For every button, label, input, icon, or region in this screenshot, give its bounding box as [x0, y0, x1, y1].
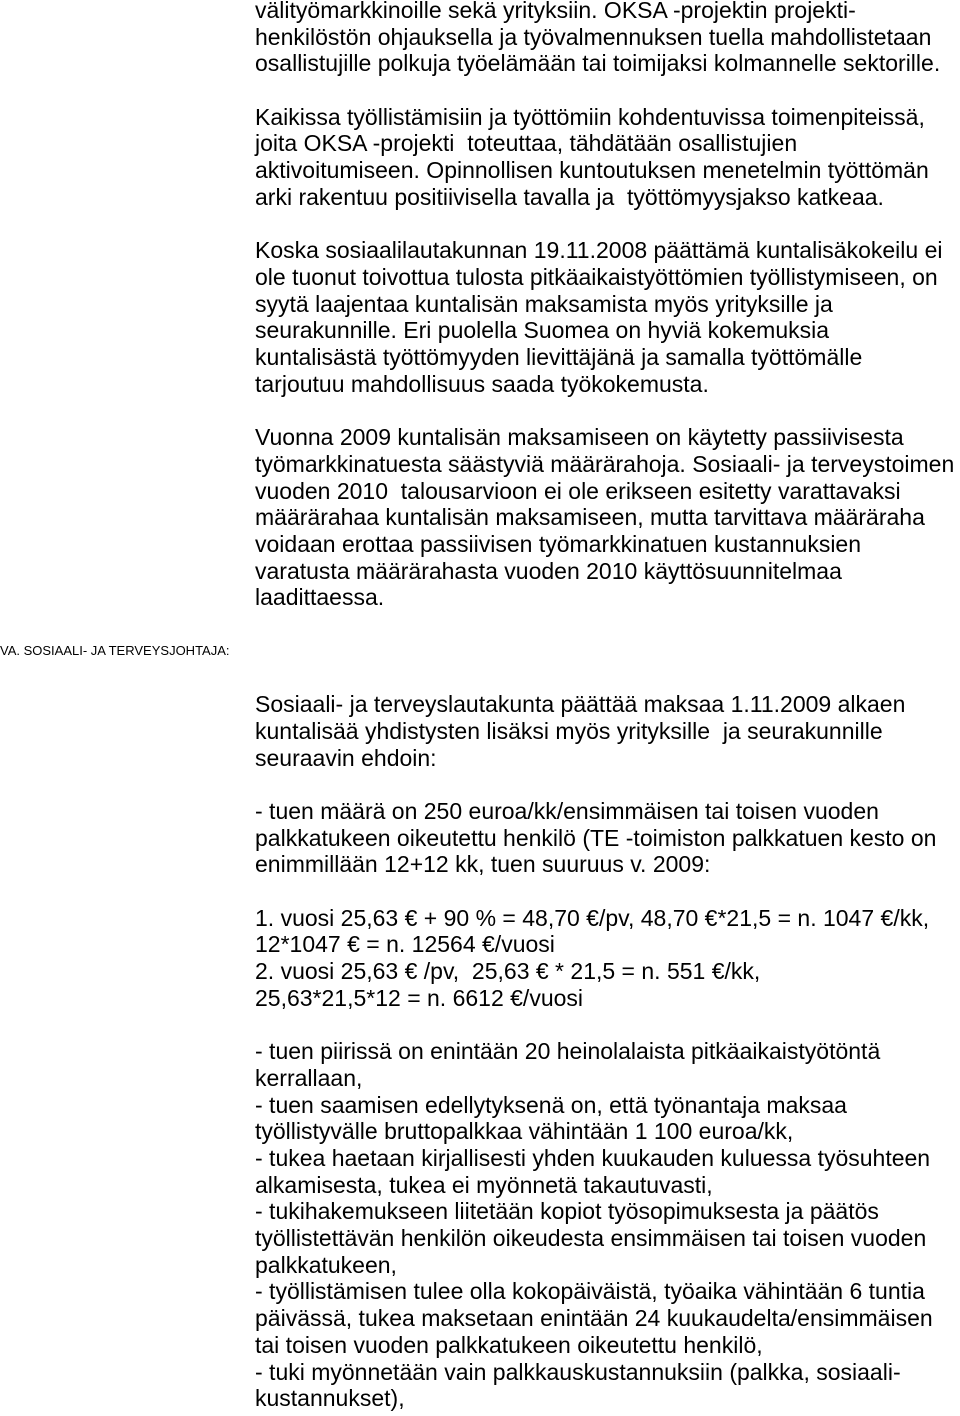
text-line: tarjoutuu mahdollisuus saada työkokemusta. [255, 370, 709, 397]
text-line: laadittaessa. [255, 584, 385, 611]
text-line: palkkatukeen oikeutettu henkilö (TE -toimiston palkkatuen kesto on [255, 824, 937, 851]
text-line: Sosiaali- ja terveyslautakunta päättää maksaa 1.11.2009 alkaen [255, 691, 906, 718]
text-line: 2. vuosi 25,63 € /pv, 25,63 € * 21,5 = n. 551 €/kk, [255, 958, 761, 985]
text-line: 25,63*21,5*12 = n. 6612 €/vuosi [255, 984, 584, 1011]
text-line: 12*1047 € = n. 12564 €/vuosi [255, 931, 555, 958]
paragraph-calculations [255, 905, 960, 1012]
text-line: välityömarkkinoille sekä yrityksiin. OKSA -projektin projekti- [255, 0, 856, 23]
text-line: enimmillään 12+12 kk, tuen suuruus v. 2009: [255, 851, 711, 878]
text-line: alkamisesta, tukea ei myönnetä takautuvasti, [255, 1171, 713, 1198]
paragraph-conditions-list [255, 1038, 960, 1412]
text-line: Kaikissa työllistämisiin ja työttömiin kohdentuvissa toimenpiteissä, [255, 103, 925, 130]
text-line: kerrallaan, [255, 1064, 363, 1091]
text-line: seuraavin ehdoin: [255, 744, 437, 771]
text-line: - tukea haetaan kirjallisesti yhden kuukauden kuluessa työsuhteen [255, 1145, 931, 1172]
text-line: seurakunnille. Eri puolella Suomea on hyviä kokemuksia [255, 317, 830, 344]
text-line: - tuen määrä on 250 euroa/kk/ensimmäisen tai toisen vuoden [255, 798, 879, 824]
text-line: työllistyvälle bruttopalkkaa vähintään 1 100 euroa/kk, [255, 1118, 794, 1145]
text-line: - tukihakemukseen liitetään kopiot työsopimuksesta ja päätös [255, 1198, 879, 1225]
text-line: kuntalisästä työttömyyden lievittäjänä ja samalla työttömälle [255, 344, 863, 371]
text-line: - tuen saamisen edellytyksenä on, että työnantaja maksaa [255, 1091, 847, 1118]
text-line: päivässä, tukea maksetaan enintään 24 kuukaudelta/ensimmäisen [255, 1305, 933, 1332]
text-line: henkilöstön ohjauksella ja työvalmennuksen tuella mahdollistetaan [255, 23, 932, 50]
paragraph-activation [255, 104, 960, 211]
text-line: työmarkkinatuesta säästyviä määrärahoja. Sosiaali- ja terveystoimen [255, 450, 955, 477]
text-line: syytä laajentaa kuntalisän maksamista myös yrityksille ja [255, 290, 833, 317]
text-line: osallistujille polkuja työelämään tai toimijaksi kolmannelle sektorille. [255, 50, 941, 77]
text-line: - työllistämisen tulee olla kokopäiväistä, työaika vähintään 6 tuntia [255, 1278, 925, 1305]
presenter-label: VA. SOSIAALI- JA TERVEYSJOHTAJA: [0, 642, 230, 658]
text-line: määrärahaa kuntalisän maksamiseen, mutta tarvittava määräraha [255, 504, 925, 531]
text-line: palkkatukeen, [255, 1251, 397, 1278]
text-line: Koska sosiaalilautakunnan 19.11.2008 päättämä kuntalisäkokeilu ei [255, 237, 943, 264]
text-line: kustannukset), [255, 1385, 405, 1412]
text-line: Vuonna 2009 kuntalisän maksamiseen on käytetty passiivisesta [255, 424, 904, 451]
text-line: aktivoitumiseen. Opinnollisen kuntoutuksen menetelmin työttömän [255, 157, 929, 184]
text-line: työllistettävän henkilön oikeudesta ensimmäisen tai toisen vuoden [255, 1225, 927, 1252]
paragraph-support-amount [255, 798, 960, 878]
text-line: tai toisen vuoden palkkatukeen oikeutettu henkilö, [255, 1331, 763, 1358]
text-line: - tuen piirissä on enintään 20 heinolalaista pitkäaikaistyötöntä [255, 1038, 881, 1065]
paragraph-decision-proposal [255, 691, 960, 771]
text-line: ole tuonut toivottua tulosta pitkäaikaistyöttömien työllistymiseen, on [255, 263, 938, 290]
paragraph-project-guidance [255, 0, 960, 77]
text-line: - tuki myönnetään vain palkkauskustannuksiin (palkka, sosiaali- [255, 1358, 901, 1385]
text-line: varatusta määrärahasta vuoden 2010 käyttösuunnitelmaa [255, 557, 842, 584]
text-line: vuoden 2010 talousarvioon ei ole erikseen esitetty varattavaksi [255, 477, 901, 504]
paragraph-municipal-trial [255, 237, 960, 397]
paragraph-funding [255, 424, 960, 611]
text-line: voidaan erottaa passiivisen työmarkkinatuen kustannuksien [255, 530, 862, 557]
text-line: arki rakentuu positiivisella tavalla ja työttömyysjakso katkeaa. [255, 183, 884, 210]
text-line: joita OKSA -projekti toteuttaa, tähdätään osallistujien [255, 130, 798, 157]
text-line: kuntalisää yhdistysten lisäksi myös yrityksille ja seurakunnille [255, 717, 883, 744]
text-line: 1. vuosi 25,63 € + 90 % = 48,70 €/pv, 48,70 €*21,5 = n. 1047 €/kk, [255, 904, 930, 931]
